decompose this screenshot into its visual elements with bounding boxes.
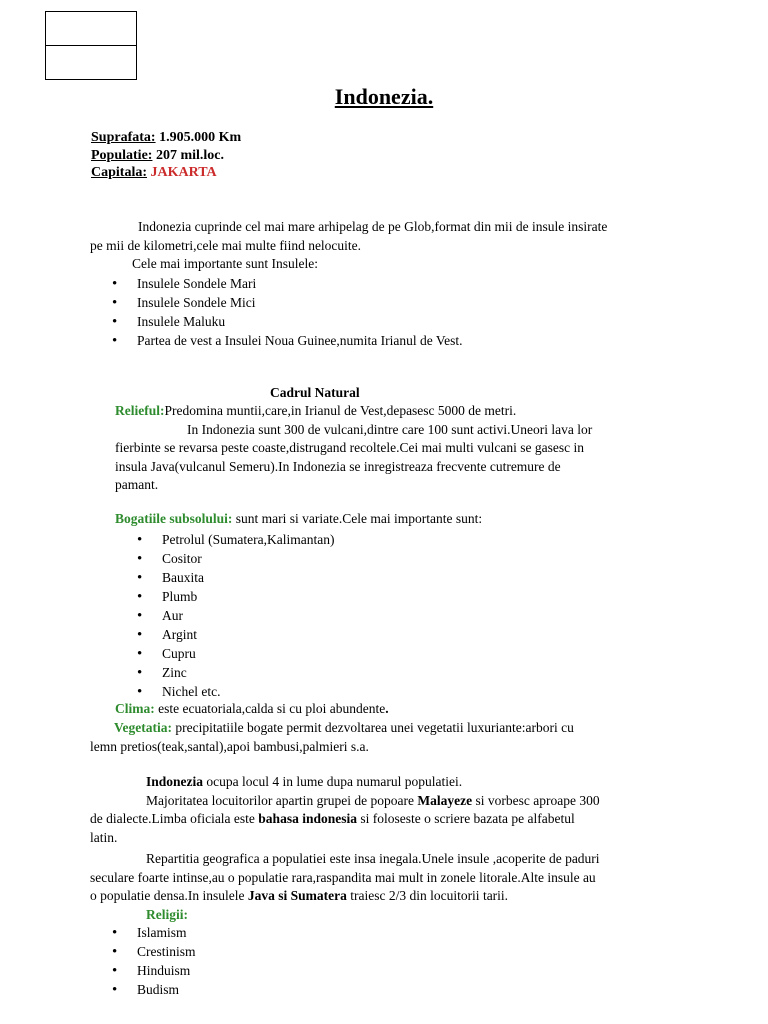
list-item: • Hinduism <box>90 962 695 981</box>
list-item: • Argint <box>115 626 675 645</box>
capital-label: Capitala: <box>91 165 147 180</box>
vegetation-text-2: lemn pretios(teak,santal),apoi bambusi,palmieri s.a. <box>90 738 369 754</box>
relief-text-2: In Indonezia sunt 300 de vulcani,dintre care 100 sunt activi.Uneori lava lor <box>187 421 593 437</box>
fact-population <box>91 147 241 165</box>
capital-value: JAKARTA <box>150 165 217 180</box>
list-item: • Cupru <box>115 645 675 664</box>
resources-text: sunt mari si variate.Cele mai importante sunt: <box>235 511 483 526</box>
vegetation-section <box>90 719 690 756</box>
natural-heading: Cadrul Natural <box>270 385 360 400</box>
resources-label: Bogatiile subsolului: <box>115 511 233 526</box>
islands-list <box>90 275 680 351</box>
list-item: • Zinc <box>115 664 675 683</box>
population-p1-text: ocupa locul 4 in lume dupa numarul populatiei. <box>206 774 463 789</box>
list-item: • Partea de vest a Insulei Noua Guinee,numita Irianul de Vest. <box>90 332 680 351</box>
population-section <box>90 773 695 1000</box>
population-p2-text-b: si vorbesc aproape 300 <box>475 792 600 808</box>
resources-line <box>115 510 675 529</box>
population-value: 207 mil.loc. <box>155 147 224 163</box>
fact-area <box>91 129 241 147</box>
flag-placeholder <box>45 11 137 80</box>
population-line-4: latin. <box>90 829 118 845</box>
relief-label: Relieful: <box>115 403 165 418</box>
climate-line <box>115 700 685 719</box>
climate-dot: . <box>385 701 389 716</box>
relief-text-3: fierbinte se revarsa peste coaste,distrugand recoltele.Cei mai multi vulcani se gasesc in <box>115 440 584 455</box>
population-p3-line3-b: traiesc 2/3 din locuitorii tarii. <box>350 888 509 903</box>
population-line-2 <box>90 792 695 811</box>
list-item: • Bauxita <box>115 569 675 588</box>
list-item: • Budism <box>90 981 695 1000</box>
religions-label: Religii: <box>146 906 188 922</box>
relief-text-1: Predomina muntii,care,in Irianul de Vest,depasesc 5000 de metri. <box>164 403 517 418</box>
facts-block <box>91 129 241 182</box>
list-item: • Crestinism <box>90 943 695 962</box>
fact-capital <box>91 164 241 182</box>
list-item: • Insulele Sondele Mari <box>90 275 680 294</box>
page-title: Indonezia. <box>334 84 434 109</box>
intro-line-2: pe mii de kilometri,cele mai multe fiind nelocuite. <box>90 237 362 253</box>
vegetation-line-1 <box>90 719 690 738</box>
list-item: • Petrolul (Sumatera,Kalimantan) <box>115 531 675 550</box>
relief-text-4: insula Java(vulcanul Semeru).In Indonezia se inregistreaza frecvente cutremure de <box>115 458 561 474</box>
list-item: • Plumb <box>115 588 675 607</box>
relief-line-1 <box>115 402 675 421</box>
population-line-7 <box>90 887 695 906</box>
vegetation-text-1: precipitatiile bogate permit dezvoltarea unei vegetatii luxuriante:arbori cu <box>175 720 574 735</box>
population-p3-line3-a: o populatie densa.In insulele <box>90 888 245 903</box>
population-p2-bold: Malayeze <box>417 792 473 808</box>
area-label: Suprafata: <box>91 130 156 145</box>
relief-text-5: pamant. <box>115 477 159 492</box>
list-item: • Insulele Sondele Mici <box>90 294 680 313</box>
population-p2-line2-bold: bahasa indonesia <box>258 811 357 826</box>
list-item: • Aur <box>115 607 675 626</box>
vegetation-label: Vegetatia: <box>114 720 172 735</box>
population-p3-line3-bold: Java si Sumatera <box>247 888 347 903</box>
flag-top-band <box>46 12 136 46</box>
intro-line-3: Cele mai importante sunt Insulele: <box>132 256 318 271</box>
climate-text: este ecuatoriala,calda si cu ploi abundente <box>158 701 386 716</box>
flag-bottom-band <box>46 46 136 80</box>
climate-label: Clima: <box>115 701 155 716</box>
population-p2-text-a: Majoritatea locuitorilor apartin grupei de popoare <box>146 792 415 808</box>
population-line-6: seculare foarte intinse,au o populatie rara,raspandita mai mult in zonele litorale.Alte insule au <box>90 869 596 885</box>
relief-section <box>115 402 675 495</box>
intro-line-1: Indonezia cuprinde cel mai mare arhipelag de pe Glob,format din mii de insule insirate <box>138 219 608 234</box>
resources-list <box>115 531 675 702</box>
population-line-3 <box>90 810 695 829</box>
population-p2-line2-b: si foloseste o scriere bazata pe alfabetul <box>360 811 575 826</box>
intro-section <box>90 218 680 351</box>
population-p2-line2-a: de dialecte.Limba oficiala este <box>90 811 255 826</box>
climate-section <box>115 700 685 719</box>
population-line-1 <box>90 773 695 792</box>
list-item: • Nichel etc. <box>115 683 675 702</box>
list-item: • Islamism <box>90 924 695 943</box>
list-item: • Insulele Maluku <box>90 313 680 332</box>
population-p1-bold: Indonezia <box>146 774 204 789</box>
population-label: Populatie: <box>91 147 153 163</box>
resources-section <box>115 510 675 702</box>
area-value: 1.905.000 Km <box>159 130 242 145</box>
religions-list <box>90 924 695 1000</box>
list-item: • Cositor <box>115 550 675 569</box>
population-line-5: Repartitia geografica a populatiei este insa inegala.Unele insule ,acoperite de paduri <box>146 851 600 866</box>
